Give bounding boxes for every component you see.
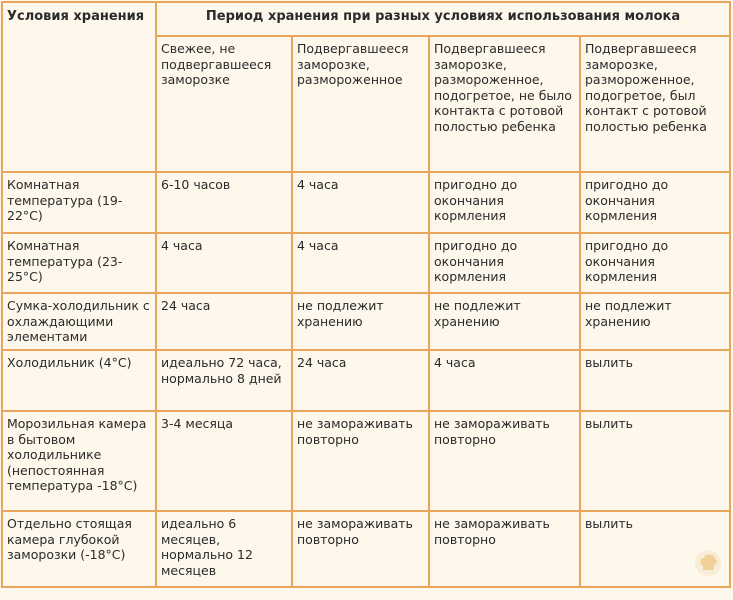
table-row <box>2 233 730 293</box>
column-header-warmed-no-contact: Подвергавшееся заморозке, размороженное, подогретое, не было контакта с ротовой полостью ребенка <box>429 36 580 172</box>
table-cell: пригодно до окончания кормления <box>429 172 580 233</box>
row-condition: Отдельно стоящая камера глубокой заморозки (-18°С) <box>2 511 156 587</box>
table-cell: пригодно до окончания кормления <box>429 233 580 293</box>
table-cell: пригодно до окончания кормления <box>580 233 730 293</box>
table-cell: вылить <box>580 511 730 587</box>
table-cell: не подлежит хранению <box>429 293 580 350</box>
condition-header: Условия хранения <box>2 2 156 172</box>
table-cell: 6-10 часов <box>156 172 292 233</box>
row-condition: Холодильник (4°С) <box>2 350 156 411</box>
table-cell: вылить <box>580 411 730 511</box>
table-row <box>2 350 730 411</box>
table-header-row <box>2 2 730 36</box>
column-header-thawed: Подвергавшееся заморозке, размороженное <box>292 36 429 172</box>
table-row <box>2 411 730 511</box>
column-header-fresh: Свежее, не подвергавшееся заморозке <box>156 36 292 172</box>
table-cell: идеально 6 месяцев, нормально 12 месяцев <box>156 511 292 587</box>
table-cell: не замораживать повторно <box>429 511 580 587</box>
table-cell: не подлежит хранению <box>292 293 429 350</box>
chef-hat-logo-icon <box>693 548 723 578</box>
table-cell: 4 часа <box>292 172 429 233</box>
table-row <box>2 293 730 350</box>
table-cell: 24 часа <box>156 293 292 350</box>
table-cell: идеально 72 часа, нормально 8 дней <box>156 350 292 411</box>
table-cell: 3-4 месяца <box>156 411 292 511</box>
milk-storage-table <box>1 1 731 588</box>
table-cell: 4 часа <box>156 233 292 293</box>
table-row <box>2 511 730 587</box>
table-cell: 4 часа <box>292 233 429 293</box>
table-cell: не замораживать повторно <box>292 511 429 587</box>
period-header: Период хранения при разных условиях использования молока <box>156 2 730 36</box>
column-header-warmed-contact: Подвергавшееся заморозке, размороженное, подогретое, был контакт с ротовой полостью ребенка <box>580 36 730 172</box>
table-cell: не замораживать повторно <box>429 411 580 511</box>
table-row <box>2 172 730 233</box>
table-cell: пригодно до окончания кормления <box>580 172 730 233</box>
table-cell: 24 часа <box>292 350 429 411</box>
table-cell: вылить <box>580 350 730 411</box>
table-cell: не подлежит хранению <box>580 293 730 350</box>
row-condition: Комнатная температура (23-25°С) <box>2 233 156 293</box>
row-condition: Сумка-холодильник с охлаждающими элементами <box>2 293 156 350</box>
row-condition: Морозильная камера в бытовом холодильнике (непостоянная температура -18°С) <box>2 411 156 511</box>
row-condition: Комнатная температура (19-22°С) <box>2 172 156 233</box>
table-cell: 4 часа <box>429 350 580 411</box>
table-cell: не замораживать повторно <box>292 411 429 511</box>
